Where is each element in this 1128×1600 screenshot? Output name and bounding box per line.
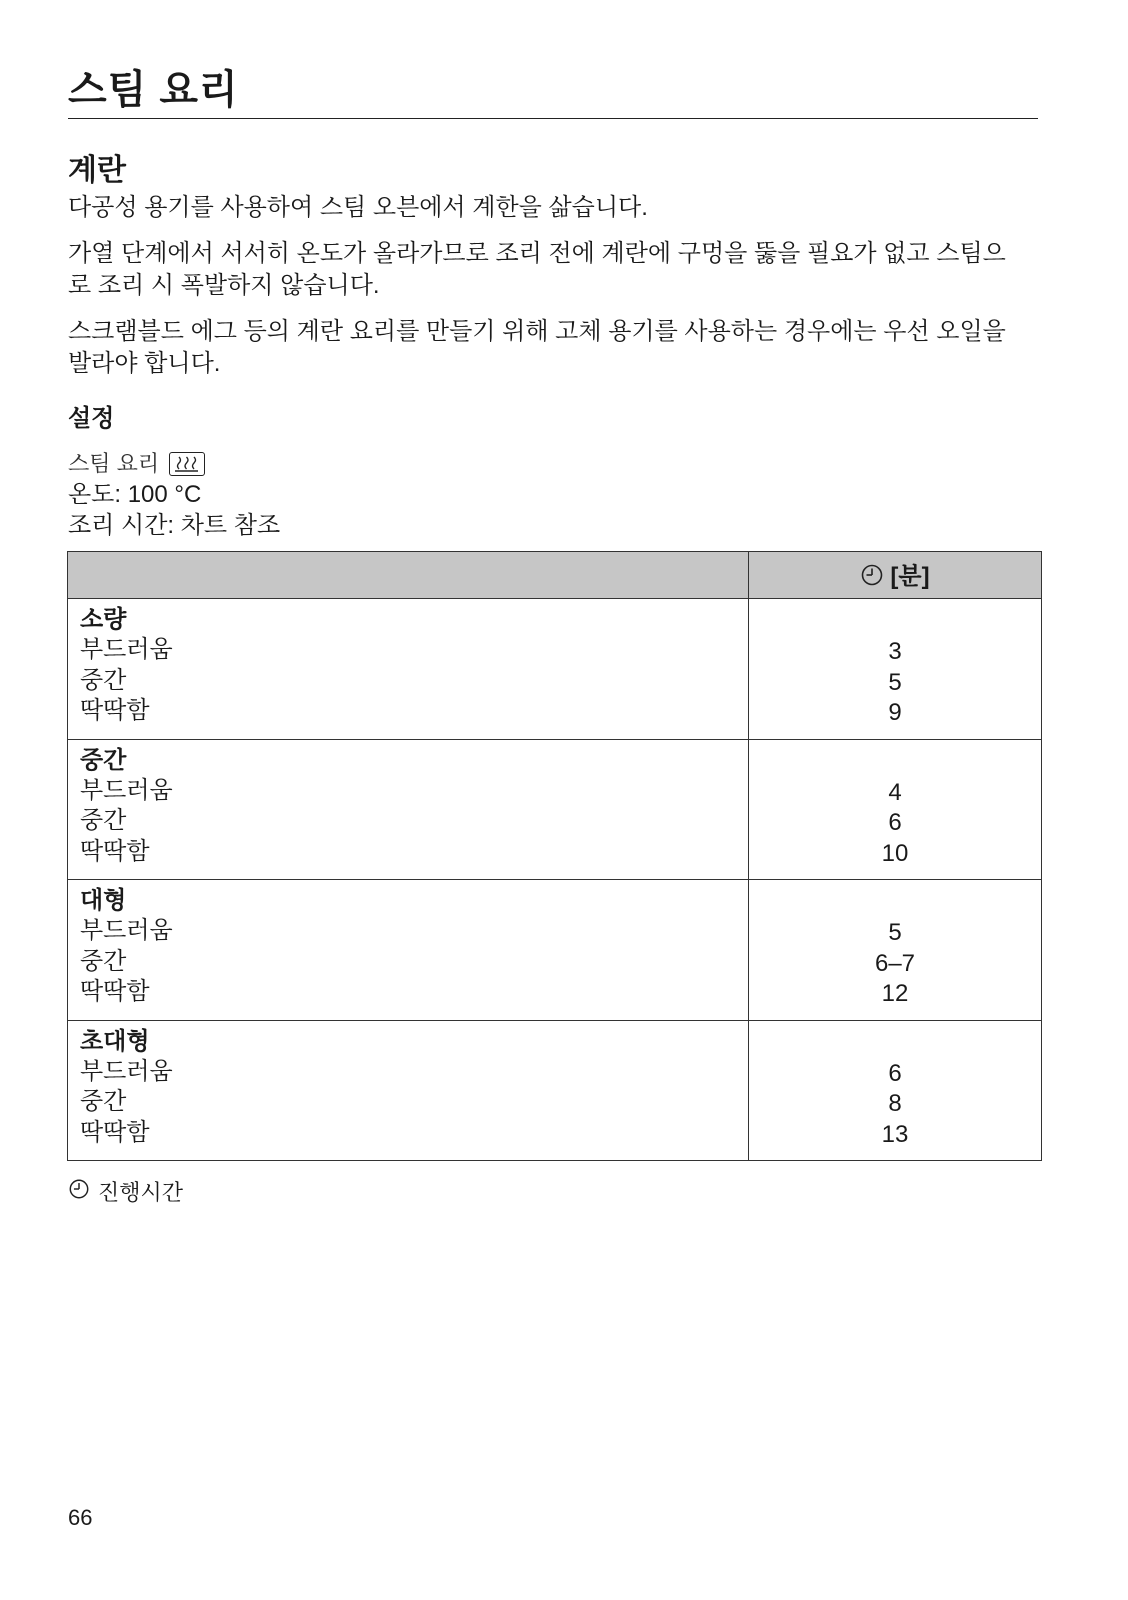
doneness-label: 중간 (80, 807, 127, 834)
settings-heading: 설정 (68, 405, 115, 432)
doneness-label: 중간 (80, 1088, 127, 1115)
section-heading: 계란 (68, 154, 126, 187)
time-values-cell (749, 599, 1042, 740)
time-value: 10 (881, 839, 909, 867)
time-value: 5 (888, 668, 902, 696)
time-value: 4 (888, 778, 902, 806)
time-value: 12 (881, 980, 909, 1007)
oil-note-paragraph: 스크램블드 에그 등의 계란 요리를 만들기 위해 고체 용기를 사용하는 경우에는 우선 오일을 발라야 합니다. (68, 318, 1006, 377)
pierce-note-paragraph: 가열 단계에서 서서히 온도가 올라가므로 조리 전에 계란에 구멍을 뚫을 필요가 없고 스팀으로 조리 시 폭발하지 않습니다. (68, 240, 1006, 299)
size-group-title: 초대형 (80, 1027, 150, 1055)
temperature-line: 온도: 100 °C (68, 481, 202, 508)
doneness-label: 딱딱함 (80, 978, 150, 1005)
table-header-row (68, 552, 1042, 599)
table-header-time (749, 552, 1042, 599)
intro-paragraph: 다공성 용기를 사용하여 스팀 오븐에서 계한을 삶습니다. (68, 194, 648, 221)
doneness-label: 부드러움 (80, 917, 173, 944)
size-group-title: 중간 (80, 746, 127, 774)
time-values-cell (749, 739, 1042, 880)
time-unit-label: [분] (890, 563, 930, 591)
size-group-title: 소량 (80, 606, 127, 633)
table-header-empty (68, 552, 749, 599)
doneness-label: 딱딱함 (80, 837, 150, 865)
size-group-cell (68, 880, 749, 1021)
time-values-cell (749, 1020, 1042, 1161)
time-value: 9 (888, 699, 902, 726)
mode-line (68, 448, 280, 479)
cooking-time-line: 조리 시간: 차트 참조 (68, 512, 281, 539)
time-value: 13 (881, 1120, 909, 1148)
table-row (68, 599, 1042, 740)
time-value: 5 (888, 919, 902, 946)
doneness-label: 부드러움 (80, 776, 173, 804)
doneness-label: 부드러움 (80, 1057, 173, 1085)
doneness-label: 중간 (80, 947, 127, 975)
steam-icon (169, 452, 205, 476)
time-values-cell (749, 880, 1042, 1021)
title-divider (68, 118, 1038, 119)
table-row (68, 880, 1042, 1021)
time-value: 3 (888, 638, 902, 665)
settings-block (68, 448, 280, 541)
legend-label: 진행시간 (98, 1180, 184, 1205)
table-row (68, 739, 1042, 880)
legend (68, 1176, 183, 1207)
time-value: 8 (888, 1090, 902, 1117)
doneness-label: 중간 (80, 666, 127, 694)
clock-icon (68, 1178, 90, 1206)
mode-label: 스팀 요리 (68, 451, 160, 476)
cooking-time-table (67, 551, 1042, 1161)
time-value: 6 (888, 809, 902, 836)
clock-icon (860, 563, 884, 594)
size-group-cell (68, 739, 749, 880)
size-group-cell (68, 1020, 749, 1161)
doneness-label: 딱딱함 (80, 697, 150, 724)
table-row (68, 1020, 1042, 1161)
size-group-title: 대형 (80, 887, 127, 914)
doneness-label: 딱딱함 (80, 1118, 150, 1146)
time-value: 6–7 (874, 949, 916, 977)
doneness-label: 부드러움 (80, 636, 173, 663)
page-title: 스팀 요리 (68, 68, 239, 112)
time-value: 6 (888, 1059, 902, 1087)
size-group-cell (68, 599, 749, 740)
page-number: 66 (68, 1505, 93, 1530)
